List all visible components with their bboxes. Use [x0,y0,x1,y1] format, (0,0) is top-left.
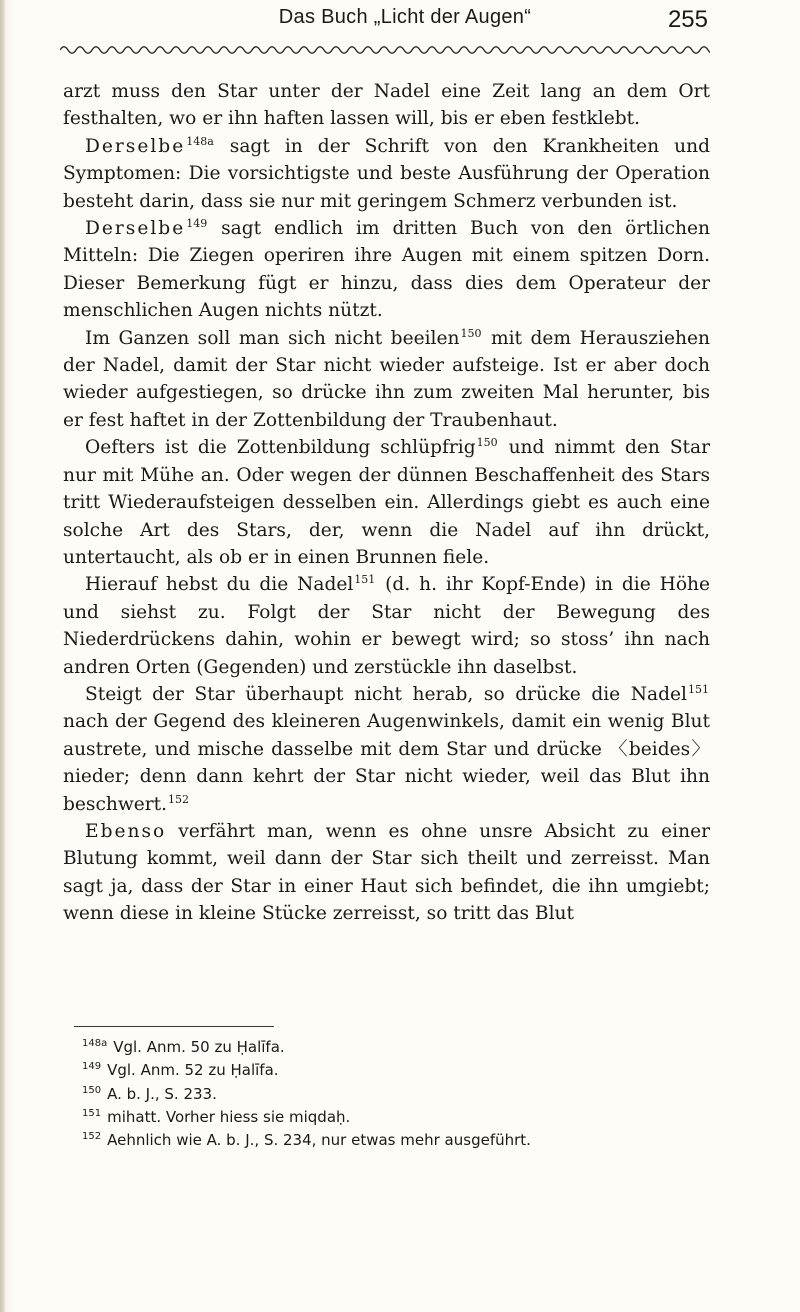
spaced-emphasis: Ebenso [85,820,167,842]
text-run: Steigt der Star überhaupt nicht herab, so drücke die Nadel [85,683,687,705]
paragraph [63,133,710,215]
paragraph [63,818,710,928]
footnote-mark: 148a [82,1038,108,1049]
footnote-reference: 151 [688,682,709,696]
text-run: mit dem Herausziehen der Nadel, damit der Star nicht wieder aufsteige. Ist er aber doch wieder aufgestiegen, so drücke ihn zum zweiten Mal herunter, bis er fest haftet in der Zottenbildung der Traubenhaut. [63,327,710,431]
paragraph [63,571,710,681]
footnote-mark: 152 [82,1131,102,1143]
paragraph [63,681,710,818]
footnote-mark: 150 [82,1084,102,1096]
footnote-mark: 151 [82,1107,102,1119]
page-spine-shadow [0,0,5,1312]
paragraph [63,325,710,435]
running-head [60,6,750,56]
paragraph [63,78,710,133]
paragraph [63,434,710,571]
text-run: und nimmt den Star nur mit Mühe an. Oder wegen der dünnen Beschaffenheit des Stars tritt Wiederaufsteigen desselben ein. Allerdings giebt es auch eine solche Art des Stars, der, wenn die Nadel auf ihn drückt, untertaucht, als ob er in einen Brunnen fiele. [63,437,710,568]
footnote-reference: 150 [476,436,498,450]
footnote [82,1036,722,1059]
wavy-ornamental-rule [60,44,710,56]
text-run: arzt muss den Star unter der Nadel eine Zeit lang an dem Ort festhalten, wo er ihn haften lassen will, bis er eben festklebt. [63,81,710,130]
footnote-mark: 149 [82,1061,102,1073]
footnote [82,1059,722,1082]
footnote-text: Vgl. Anm. 52 zu Ḥalīfa. [107,1061,279,1080]
text-run: Oefters ist die Zottenbildung schlüpfrig [85,437,476,459]
footnote-text: A. b. J., S. 233. [107,1084,217,1103]
paragraph [63,215,710,325]
spaced-emphasis: Derselbe [85,135,186,157]
text-run: Hierauf hebst du die Nadel [85,574,354,596]
footnote [82,1129,722,1152]
text-run: (d. h. ihr Kopf-Ende) in die Höhe und siehst zu. Folgt der Star nicht der Bewegung des Niederdrückens dahin, wohin er bewegt wird; so stoss’ ihn nach andren Orten (Gegenden) und zerstückle ihn daselbst. [63,574,710,678]
footnote-reference: 152 [168,792,190,806]
footnote [82,1106,722,1129]
footnote-text: Aehnlich wie A. b. J., S. 234, nur etwas mehr ausgeführt. [107,1131,531,1150]
footnote-text: Vgl. Anm. 50 zu Ḥalīfa. [113,1038,285,1056]
page-number: 255 [667,6,708,33]
footnote-reference: 151 [354,573,376,587]
text-run: Im Ganzen soll man sich nicht beeilen [85,327,460,349]
text-run: sagt endlich im dritten Buch von den örtlichen Mitteln: Die Ziegen operiren ihre Augen mit einem spitzen Dorn. Dieser Bemerkung fügt er hinzu, dass dies dem Operateur der menschlichen Augen nichts nützt. [63,218,710,322]
text-run: nach der Gegend des kleineren Augenwinkels, damit ein wenig Blut austrete, und mische dasselbe mit dem Star und drücke 〈beides〉 nieder; denn dann kehrt der Star nicht wieder, weil das Blut ihn beschwert. [63,711,710,815]
footnote-reference: 150 [460,326,482,340]
footnotes [82,1036,722,1152]
running-head-title: Das Buch „Licht der Augen“ [278,6,532,28]
footnote-reference: 149 [186,217,208,231]
text-run: sagt in der Schrift von den Krankheiten und Symptomen: Die vorsichtigste und beste Ausführung der Operation besteht darin, dass sie nur mit geringem Schmerz verbunden ist. [63,135,710,212]
body-text [63,78,710,928]
text-run: verfährt man, wenn es ohne unsre Absicht zu einer Blutung kommt, weil dann der Star sich theilt und zerreisst. Man sagt ja, dass der Star in einer Haut sich befindet, die ihn umgiebt; wenn diese in kleine Stücke zerreisst, so tritt das Blut [63,820,710,925]
footnote-separator [74,1026,274,1027]
footnote-reference: 148a [186,134,214,148]
footnote-text: mihatt. Vorher hiess sie miqdaḥ. [107,1107,351,1126]
footnote [82,1083,722,1106]
spaced-emphasis: Derselbe [85,218,186,240]
